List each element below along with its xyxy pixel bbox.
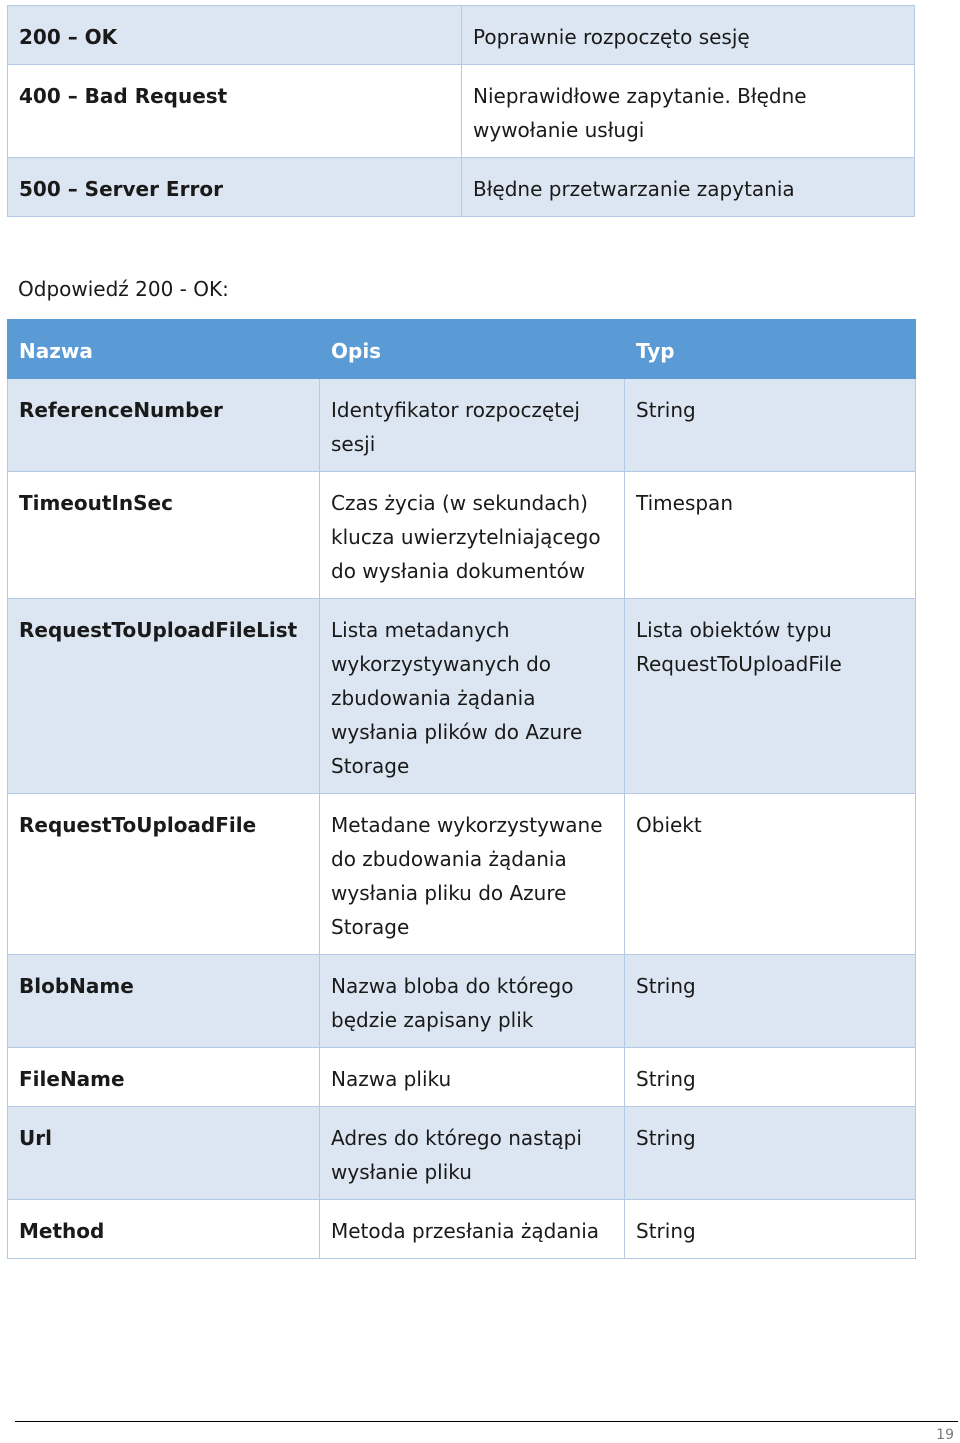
- header-type: Typ: [625, 320, 916, 379]
- table-row: [8, 6, 915, 65]
- field-name: Method: [8, 1200, 320, 1259]
- field-description: Nazwa pliku: [320, 1048, 625, 1107]
- field-name: BlobName: [8, 955, 320, 1048]
- status-codes-table: [7, 5, 915, 217]
- field-name: TimeoutInSec: [8, 472, 320, 599]
- field-type: String: [625, 379, 916, 472]
- status-code: 400 – Bad Request: [8, 65, 462, 158]
- field-type: String: [625, 955, 916, 1048]
- field-description: Czas życia (w sekundach) klucza uwierzytelniającego do wysłania dokumentów: [320, 472, 625, 599]
- field-type: Lista obiektów typu RequestToUploadFile: [625, 599, 916, 794]
- field-description: Metadane wykorzystywane do zbudowania żądania wysłania pliku do Azure Storage: [320, 794, 625, 955]
- field-name: FileName: [8, 1048, 320, 1107]
- response-fields-table: [7, 319, 916, 1259]
- field-type: String: [625, 1048, 916, 1107]
- field-type: String: [625, 1200, 916, 1259]
- table-row: [8, 379, 916, 472]
- table-row: [8, 599, 916, 794]
- table-row: [8, 794, 916, 955]
- field-type: String: [625, 1107, 916, 1200]
- field-description: Metoda przesłania żądania: [320, 1200, 625, 1259]
- table-row: [8, 158, 915, 217]
- response-caption: Odpowiedź 200 - OK:: [18, 277, 229, 301]
- table-row: [8, 1107, 916, 1200]
- field-type: Obiekt: [625, 794, 916, 955]
- table-row: [8, 955, 916, 1048]
- field-description: Nazwa bloba do którego będzie zapisany plik: [320, 955, 625, 1048]
- field-name: RequestToUploadFile: [8, 794, 320, 955]
- status-description: Błędne przetwarzanie zapytania: [462, 158, 915, 217]
- table-row: [8, 1200, 916, 1259]
- status-code: 500 – Server Error: [8, 158, 462, 217]
- table-row: [8, 65, 915, 158]
- page-number: 19: [936, 1427, 954, 1443]
- footer-divider: [15, 1421, 958, 1422]
- field-name: Url: [8, 1107, 320, 1200]
- field-name: RequestToUploadFileList: [8, 599, 320, 794]
- table-row: [8, 472, 916, 599]
- status-code: 200 – OK: [8, 6, 462, 65]
- header-description: Opis: [320, 320, 625, 379]
- field-description: Identyfikator rozpoczętej sesji: [320, 379, 625, 472]
- table-row: [8, 1048, 916, 1107]
- field-type: Timespan: [625, 472, 916, 599]
- status-description: Poprawnie rozpoczęto sesję: [462, 6, 915, 65]
- field-description: Adres do którego nastąpi wysłanie pliku: [320, 1107, 625, 1200]
- table-header-row: [8, 320, 916, 379]
- header-name: Nazwa: [8, 320, 320, 379]
- field-description: Lista metadanych wykorzystywanych do zbudowania żądania wysłania plików do Azure Storage: [320, 599, 625, 794]
- field-name: ReferenceNumber: [8, 379, 320, 472]
- status-description: Nieprawidłowe zapytanie. Błędne wywołanie usługi: [462, 65, 915, 158]
